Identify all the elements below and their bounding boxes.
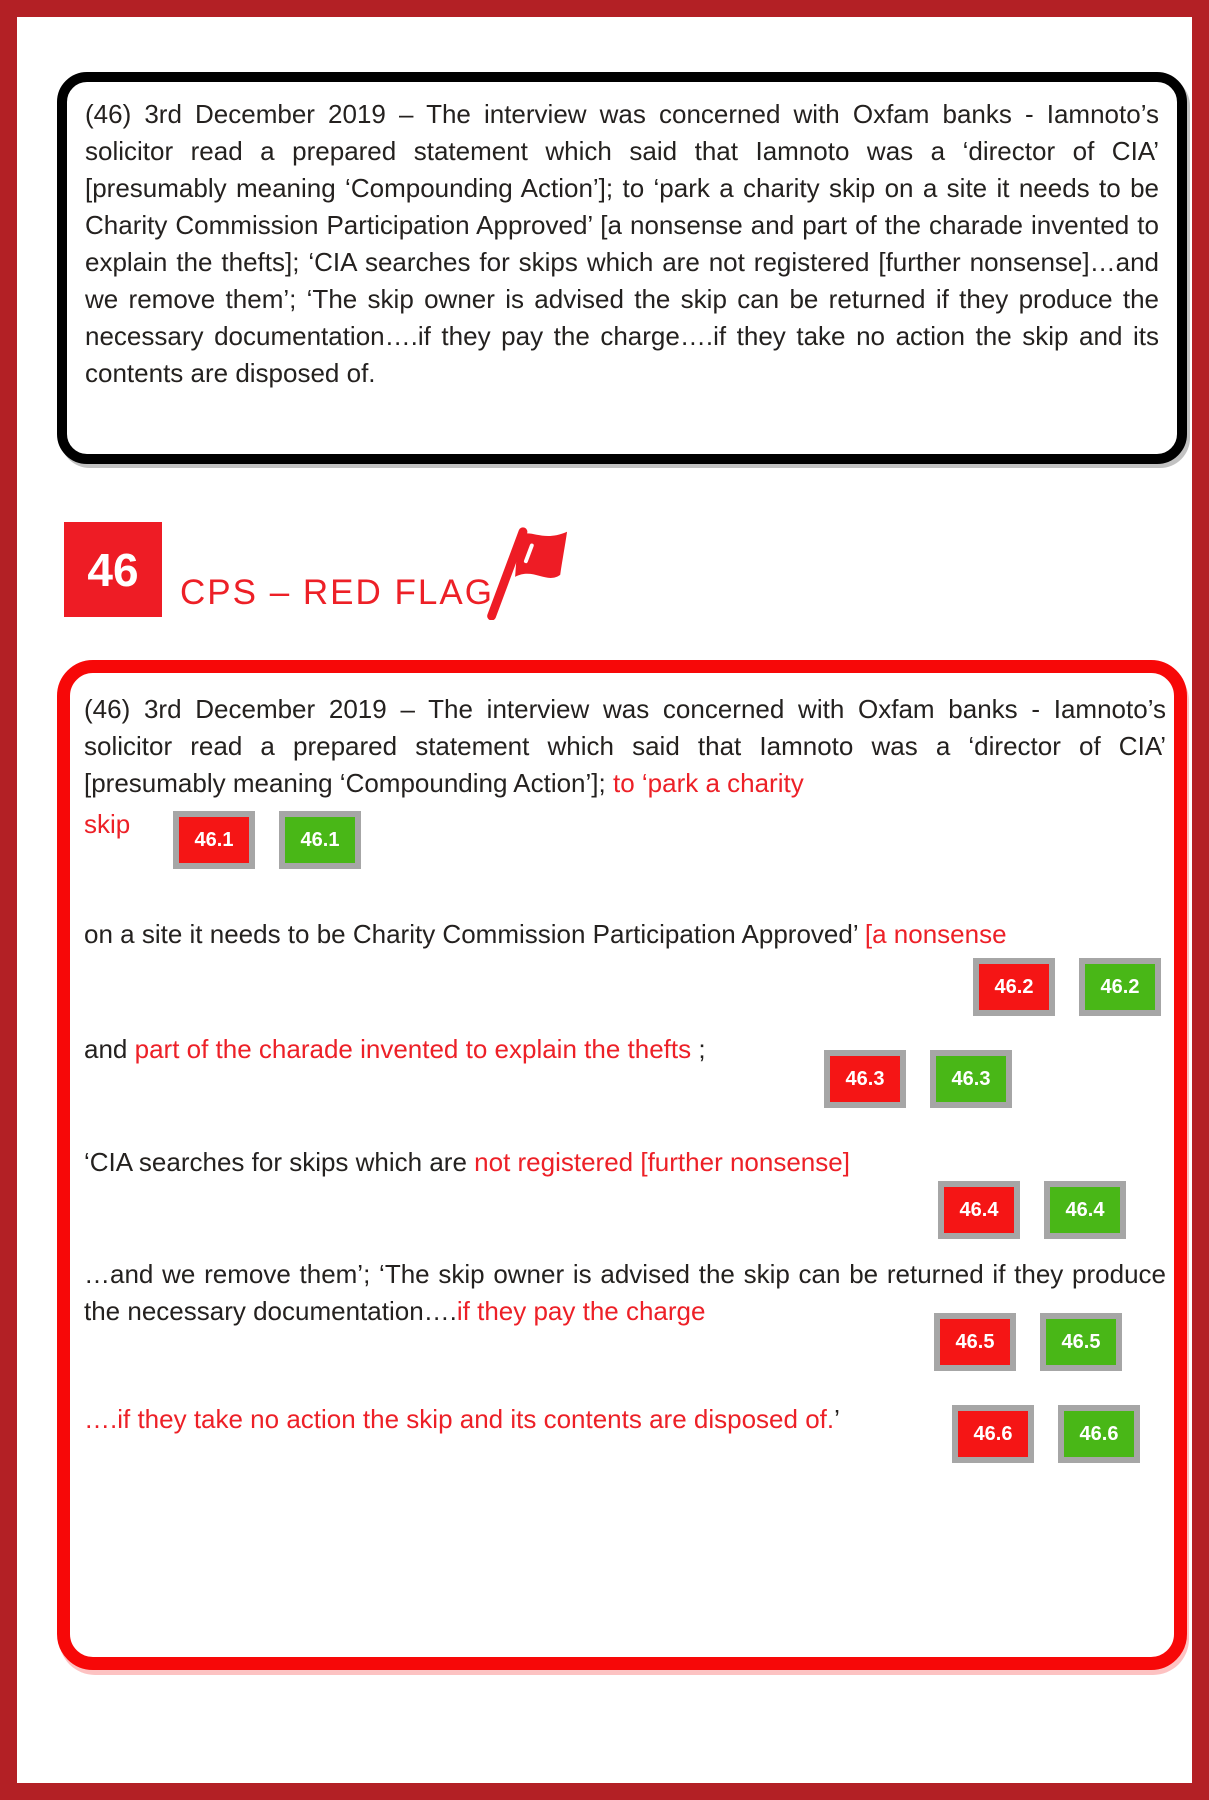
- ref-badge-pair-46-1: [173, 811, 361, 869]
- detail-paragraph: [84, 691, 1166, 802]
- text-segment-disposed: ….if they take no action the skip and its contents are disposed of.’: [84, 1404, 840, 1434]
- detail-box: [57, 660, 1187, 1670]
- ref-badge-green: 46.2: [1079, 958, 1161, 1016]
- ref-badge-green: 46.4: [1044, 1181, 1126, 1239]
- text-segment-skip: skip: [84, 809, 131, 839]
- detail-paragraph-black: (46) 3rd December 2019 – The interview was concerned with Oxfam banks - Iamnoto’s solicitor read a prepared statement which said that Iamnoto was a ‘director of CIA’ [presumably meaning ‘Compounding Action’];: [84, 694, 1166, 798]
- ref-badge-red: 46.2: [973, 958, 1055, 1016]
- ref-badge-pair-46-4: [938, 1181, 1126, 1239]
- ref-badge-pair-46-6: [952, 1405, 1140, 1463]
- ref-badge-red: 46.5: [934, 1313, 1016, 1371]
- ref-badge-red: 46.1: [173, 811, 255, 869]
- ref-badge-red: 46.6: [952, 1405, 1034, 1463]
- text-segment-charade: and part of the charade invented to explain the thefts ;: [84, 1034, 706, 1064]
- summary-text: (46) 3rd December 2019 – The interview was concerned with Oxfam banks - Iamnoto’s solicitor read a prepared statement which said that Iamnoto was a ‘director of CIA’ [presumably meaning ‘Compounding Action’]; to ‘park a charity skip on a site it needs to be Charity Commission Participation Approved’ [a nonsense and part of the charade invented to explain the thefts]; ‘CIA searches for skips which are not registered [further nonsense]…and we remove them’; ‘The skip owner is advised the skip can be returned if they produce the necessary documentation….if they pay the charge….if they take no action the skip and its contents are disposed of.: [85, 99, 1159, 388]
- ref-badge-green: 46.5: [1040, 1313, 1122, 1371]
- ref-badge-pair-46-5: [934, 1313, 1122, 1371]
- ref-badge-red: 46.3: [824, 1050, 906, 1108]
- text-segment-searches: ‘CIA searches for skips which are not registered [further nonsense]: [84, 1147, 850, 1177]
- text-segment-remove: …and we remove them’; ‘The skip owner is advised the skip can be returned if they produce the necessary documentation….if they pay the charge: [84, 1259, 1166, 1326]
- ref-badge-green: 46.6: [1058, 1405, 1140, 1463]
- section-title: CPS – RED FLAG: [180, 573, 494, 612]
- text-segment-site: on a site it needs to be Charity Commission Participation Approved’ [a nonsense: [84, 919, 1007, 949]
- ref-badge-red: 46.4: [938, 1181, 1020, 1239]
- ref-badge-green: 46.1: [279, 811, 361, 869]
- section-number-badge: 46: [64, 522, 162, 617]
- ref-badge-pair-46-3: [824, 1050, 1012, 1108]
- red-flag-icon: [472, 522, 570, 620]
- detail-paragraph-red: to ‘park a charity: [612, 768, 804, 798]
- ref-badge-green: 46.3: [930, 1050, 1012, 1108]
- summary-box: [57, 72, 1187, 464]
- ref-badge-pair-46-2: [973, 958, 1161, 1016]
